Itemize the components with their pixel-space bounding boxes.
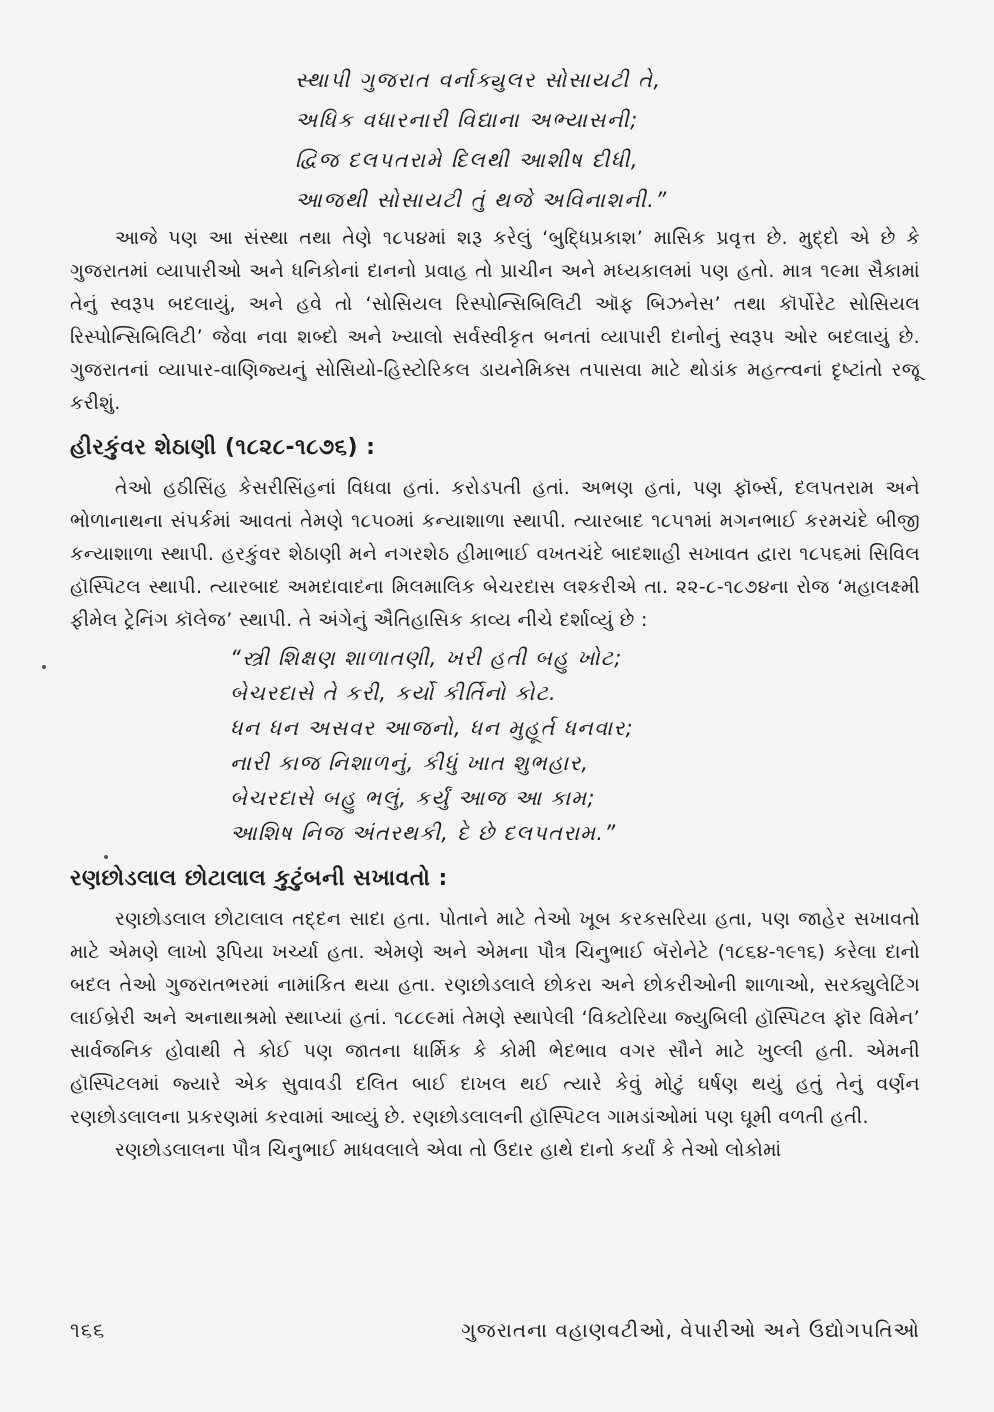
poem-verse-2 bbox=[230, 641, 920, 851]
paragraph-ranchhodlal: રણછોડલાલ છોટાલાલ તદ્દન સાદા હતા. પોતાને માટે તેઓ ખૂબ કરકસરિયા હતા, પણ જાહેર સખાવતો માટે એમણે લાખો રૂપિયા ખર્ચ્યા હતા. એમણે અને એમના પૌત્ર ચિનુભાઈ બૅરોનેટે (૧૮૬૪-૧૯૧૬) કરેલા દાનો બદલ તેઓ ગુજરાતભરમાં નામાંકિત થયા હતા. રણછોડલાલે છોકરા અને છોકરીઓની શાળાઓ, સરક્યુલેટિંગ લાઈબ્રેરી અને અનાથાશ્રમો સ્થાપ્યાં હતાં. ૧૮૮૯માં તેમણે સ્થાપેલી ‘વિક્ટોરિયા જ્યુબિલી હૉસ્પિટલ ફૉર વિમેન’ સાર્વજનિક હોવાથી તે કોઈ પણ જાતના ધાર્મિક કે કોમી ભેદભાવ વગર સૌને માટે ખુલ્લી હતી. એમની હૉસ્પિટલમાં જ્યારે એક સુવાવડી દલિત બાઈ દાખલ થઈ ત્યારે કેવું મોટું ઘર્ષણ થયું હતું તેનું વર્ણન રણછોડલાલના પ્રકરણમાં કરવામાં આવ્યું છે. રણછોડલાલની હૉસ્પિટલ ગામડાંઓમાં પણ ઘૂમી વળતી હતી. bbox=[70, 908, 920, 1128]
section-heading-hirkunvar: હીરકુંવર શેઠાણી (૧૮૨૮-૧૮૭૬) : bbox=[70, 435, 376, 460]
verse-line: બેચરદાસે તે કરી, કર્યો કીર્તિનો કોટ. bbox=[230, 681, 557, 705]
verse-line: આજથી સોસાયટી તું થજે અવિનાશની.” bbox=[295, 188, 668, 212]
page-footer bbox=[70, 1318, 920, 1342]
paragraph-hirkunvar: તેઓ હઠીસિંહ કેસરીસિંહનાં વિધવા હતાં. કરોડપતી હતાં. અભણ હતાં, પણ ફૉર્બ્સ, દલપતરામ અને ભોળાનાથના સંપર્કમાં આવતાં તેમણે ૧૮૫૦માં કન્યાશાળા સ્થાપી. ત્યારબાદ ૧૮૫૧માં મગનભાઈ કરમચંદે બીજી કન્યાશાળા સ્થાપી. હરકુંવર શેઠાણી મને નગરશેઠ હીમાભાઈ વખતચંદે બાદશાહી સખાવત દ્વારા ૧૮૫૬માં સિવિલ હૉસ્પિટલ સ્થાપી. ત્યારબાદ અમદાવાદના મિલમાલિક બેચરદાસ લશ્કરીએ તા. ૨૨-૮-૧૮૭૪ના રોજ ‘મહાલક્ષ્મી ફીમેલ ટ્રેનિંગ કૉલેજ’ સ્થાપી. તે અંગેનું ઐતિહાસિક કાવ્ય નીચે દર્શાવ્યું છે : bbox=[70, 477, 920, 631]
verse-line: બેચરદાસે બહુ ભલું, કર્યું આજ આ કામ; bbox=[230, 786, 596, 810]
verse-line: નારી કાજ નિશાળનું, કીધું ખાત શુભહાર, bbox=[230, 751, 590, 775]
section-heading-ranchhodlal: રણછોડલાલ છોટાલાલ કુટુંબની સખાવતો : bbox=[70, 866, 448, 891]
book-title: ગુજરાતના વહાણવટીઓ, વેપારીઓ અને ઉદ્યોગપતિઓ bbox=[461, 1318, 920, 1342]
verse-line: દ્વિજ દલપતરામે દિલથી આશીષ દીધી, bbox=[295, 148, 640, 172]
paragraph-intro: આજે પણ આ સંસ્થા તથા તેણે ૧૮૫૪માં શરૂ કરેલું ‘બુદ્ધિપ્રકાશ’ માસિક પ્રવૃત્ત છે. મુદ્દો એ છે કે ગુજરાતમાં વ્યાપારીઓ અને ધનિકોનાં દાનનો પ્રવાહ તો પ્રાચીન અને મધ્યકાલમાં પણ હતો. માત્ર ૧૯મા સૈકામાં તેનું સ્વરૂપ બદલાયું, અને હવે તો ‘સોસિયલ રિસ્પોન્સિબિલિટી ઑફ બિઝનેસ’ તથા કૉર્પોરેટ સોસિયલ રિસ્પોન્સિબિલિટી’ જેવા નવા શબ્દો અને ખ્યાલો સર્વસ્વીકૃત બનતાં વ્યાપારી દાનોનું સ્વરૂપ ઓર બદલાયું છે. ગુજરાતનાં વ્યાપાર-વાણિજ્યનું સોસિયો-હિસ્ટોરિકલ ડાયનેમિક્સ તપાસવા માટે થોડાંક મહત્ત્વનાં દૃષ્ટાંતો રજૂ કરીશું. bbox=[70, 227, 920, 414]
verse-line: આશિષ નિજ અંતરથકી, દે છે દલપતરામ.” bbox=[230, 821, 617, 845]
scan-mark bbox=[42, 665, 46, 669]
verse-line: “સ્ત્રી શિક્ષણ શાળાતણી, ખરી હતી બહુ ખોટ; bbox=[230, 646, 623, 670]
verse-line: સ્થાપી ગુજરાત વર્નાક્યુલર સોસાયટી તે, bbox=[295, 68, 662, 92]
verse-line: અધિક વધારનારી વિદ્યાના અભ્યાસની; bbox=[295, 108, 639, 132]
page-content bbox=[70, 60, 920, 1390]
scan-mark bbox=[104, 855, 108, 859]
verse-line: ધન ધન અસવર આજનો, ધન મુહૂર્ત ધનવાર; bbox=[230, 716, 634, 740]
paragraph-chinubhai: રણછોડલાલના પૌત્ર ચિનુભાઈ માધવલાલે એવા તો ઉદાર હાથે દાનો કર્યાં કે તેઓ લોકોમાં bbox=[115, 1139, 782, 1161]
page-number: ૧૬૬ bbox=[70, 1318, 106, 1342]
poem-verse-1 bbox=[295, 60, 920, 220]
